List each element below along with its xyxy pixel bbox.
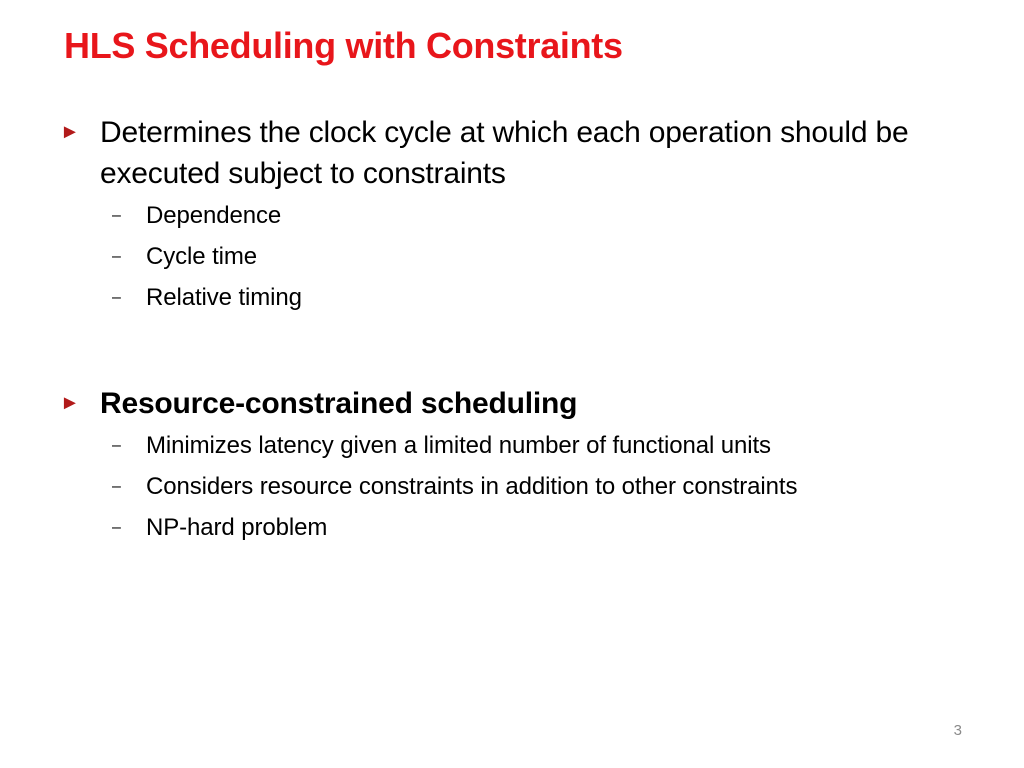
- bullet-arrow-icon: ►: [60, 121, 80, 143]
- sub-bullet: [0, 236, 1024, 277]
- sub-bullet-text: NP-hard problem: [146, 514, 328, 541]
- main-bullet-text: Determines the clock cycle at which each operation should be executed subject to constraints: [100, 116, 909, 190]
- bullet-block: [0, 112, 1024, 318]
- sub-bullet-text: Cycle time: [146, 243, 258, 270]
- sub-bullet: [0, 425, 1024, 466]
- sub-bullet-text: Relative timing: [146, 284, 302, 311]
- bullet-arrow-icon: ►: [60, 392, 80, 414]
- sub-bullet: [0, 466, 1024, 507]
- dash-icon: –: [112, 248, 121, 265]
- sub-bullet: [0, 195, 1024, 236]
- main-bullet-text: Resource-constrained scheduling: [100, 387, 578, 420]
- bullet-block: [0, 383, 1024, 548]
- dash-icon: –: [112, 207, 121, 224]
- sub-bullet-text: Considers resource constraints in addition to other constraints: [146, 473, 798, 500]
- main-bullet: [0, 383, 1024, 424]
- dash-icon: –: [112, 478, 121, 495]
- sub-bullet-text: Dependence: [146, 202, 282, 229]
- sub-bullet-list: [0, 425, 1024, 548]
- dash-icon: –: [112, 437, 121, 454]
- sub-bullet: [0, 507, 1024, 548]
- main-bullet: [0, 112, 1024, 194]
- slide-title: HLS Scheduling with Constraints: [64, 25, 623, 66]
- sub-bullet: [0, 277, 1024, 318]
- sub-bullet-list: [0, 195, 1024, 318]
- dash-icon: –: [112, 519, 121, 536]
- page-number: 3: [953, 722, 962, 739]
- dash-icon: –: [112, 289, 121, 306]
- sub-bullet-text: Minimizes latency given a limited number of functional units: [146, 432, 771, 459]
